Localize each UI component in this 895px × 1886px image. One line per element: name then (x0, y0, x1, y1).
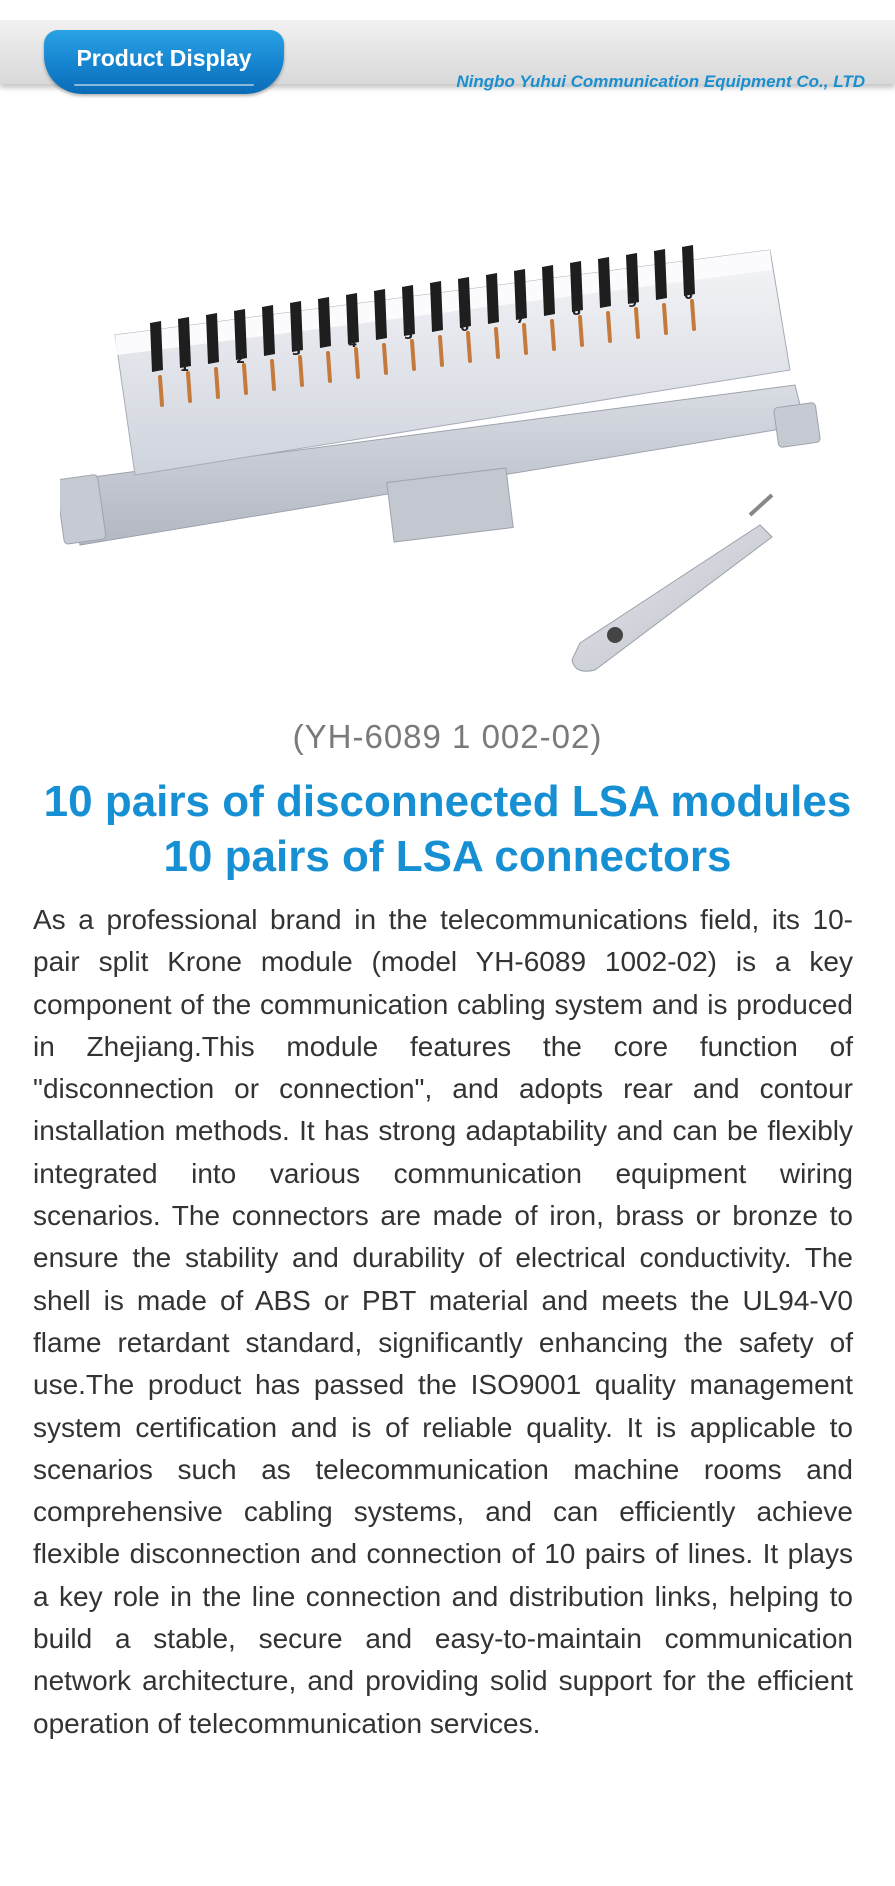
pair-number: 2 (236, 352, 246, 367)
tab-label: Product Display (76, 45, 252, 71)
insertion-tool-icon (572, 495, 772, 671)
page-header (0, 20, 895, 91)
model-number: (YH-6089 1 002-02) (292, 718, 603, 755)
pair-number: 8 (572, 304, 582, 319)
pair-number: 6 (460, 320, 470, 335)
pair-number: 5 (404, 328, 414, 343)
title-line-1: 10 pairs of disconnected LSA modules (43, 777, 852, 826)
company-name: Ningbo Yuhui Communication Equipment Co., LTD (456, 72, 865, 91)
pair-number: 7 (516, 312, 526, 327)
product-display-tab[interactable] (44, 30, 284, 94)
lsa-module-image (60, 165, 830, 685)
pair-number: 0 (684, 288, 694, 303)
pair-number: 3 (292, 344, 302, 359)
title-line-2: 10 pairs of LSA connectors (163, 832, 732, 881)
product-title (0, 774, 895, 884)
pair-number: 1 (180, 360, 190, 375)
product-description: As a professional brand in the telecommunications field, its 10-pair split Krone module (model YH-6089 1002-02) is a key component of the communication cabling system and is produced in Zhejiang.This module features the core function of "disconnection or connection", and adopts rear and contour installation methods. It has strong adaptability and can be flexibly integrated into various communication equipment wiring scenarios. The connectors are made of iron, brass or bronze to ensure the stability and durability of electrical conductivity. The shell is made of ABS or PBT material and meets the UL94-V0 flame retardant standard, significantly enhancing the safety of use.The product has passed the ISO9001 quality management system certification and is of reliable quality. It is applicable to scenarios such as telecommunication machine rooms and comprehensive cabling systems, and can efficiently achieve flexible disconnection and connection of 10 pairs of lines. It plays a key role in the line connection and distribution links, helping to build a stable, secure and easy-to-maintain communication network architecture, and providing solid support for the efficient operation of telecommunication services. (33, 904, 853, 1739)
pair-number: 4 (348, 336, 358, 351)
pair-number: 9 (628, 296, 638, 311)
